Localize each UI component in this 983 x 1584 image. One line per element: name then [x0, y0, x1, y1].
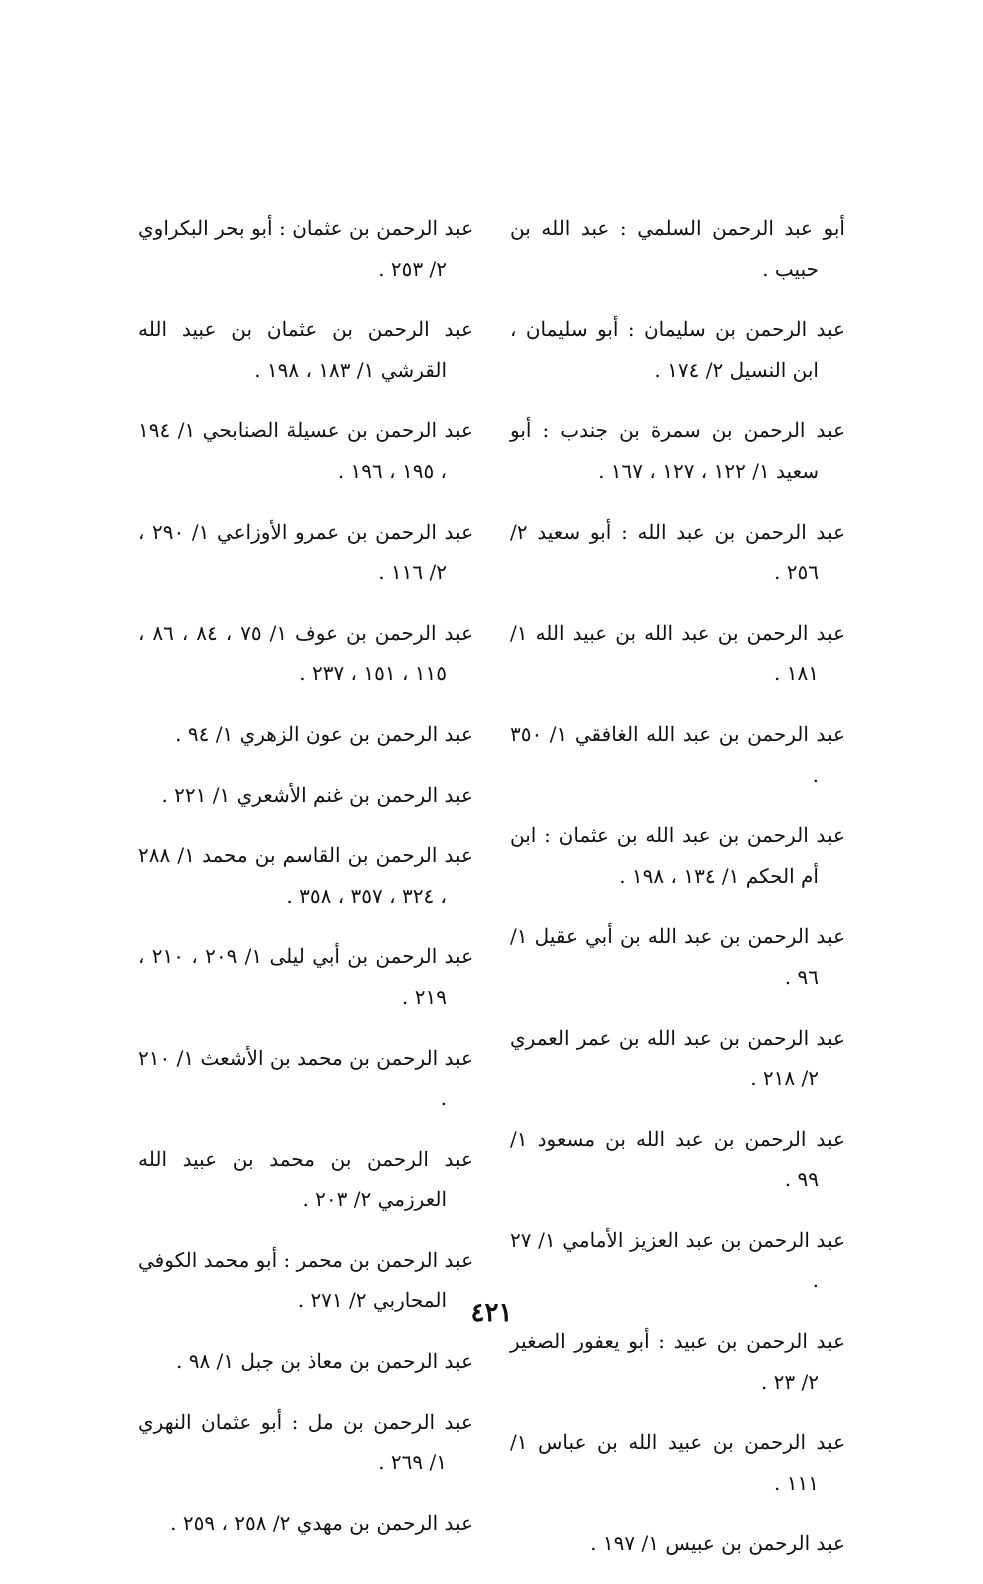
index-entry: عبد الرحمن بن محمر : أبو محمد الكوفي المحاربي ٢/ ٢٧١ . — [138, 1247, 473, 1313]
index-entry: عبد الرحمن بن عون الزهري ١/ ٩٤ . — [175, 721, 473, 746]
index-entry: عبد الرحمن بن عبد الله بن عبيد الله ١/ ١٨١ . — [510, 620, 845, 686]
index-entry: عبد الرحمن بن محمد بن الأشعث ١/ ٢١٠ . — [138, 1045, 473, 1111]
index-entry: عبد الرحمن بن سمرة بن جندب : أبو سعيد ١/ ١٢٢ ، ١٢٧ ، ١٦٧ . — [510, 418, 845, 483]
index-entry: عبد الرحمن بن عبد الله بن مسعود ١/ ٩٩ . — [510, 1126, 845, 1192]
index-entry: عبد الرحمن بن عبيد الله بن عباس ١/ ١١١ . — [510, 1430, 845, 1495]
index-column-left — [138, 188, 473, 1563]
index-entry: عبد الرحمن بن أبي ليلى ١/ ٢٠٩ ، ٢١٠ ، ٢١٩ . — [138, 944, 474, 1009]
index-entry: عبد الرحمن بن معاذ بن جبل ١/ ٩٨ . — [176, 1349, 473, 1374]
index-entry: عبد الرحمن بن محمد بن عبيد الله العرزمي ٢/ ٢٠٣ . — [138, 1146, 473, 1212]
index-entry: عبد الرحمن بن عثمان : أبو بحر البكراوي ٢/ ٢٥٣ . — [138, 216, 473, 281]
index-entry: عبد الرحمن بن عبد الله الغافقي ١/ ٣٥٠ . — [510, 721, 845, 787]
index-entry: عبد الرحمن بن عمرو الأوزاعي ١/ ٢٩٠ ، ٢/ ١١٦ . — [138, 519, 473, 585]
index-entry: عبد الرحمن بن عبد الله : أبو سعيد ٢/ ٢٥٦ . — [510, 519, 845, 585]
index-entry: عبد الرحمن بن سليمان : أبو سليمان ، ابن النسيل ٢/ ١٧٤ . — [510, 317, 845, 382]
index-entry: عبد الرحمن بن عبد الله بن أبي عقيل ١/ ٩٦ . — [510, 924, 845, 989]
index-entry: عبد الرحمن بن عبد العزيز الأمامي ١/ ٢٧ . — [510, 1227, 845, 1293]
index-column-right — [510, 188, 845, 1584]
index-entry: عبد الرحمن بن عوف ١/ ٧٥ ، ٨٤ ، ٨٦ ، ١١٥ ، ١٥١ ، ٢٣٧ . — [138, 620, 473, 686]
index-entry: عبد الرحمن بن مهدي ٢/ ٢٥٨ ، ٢٥٩ . — [170, 1510, 473, 1535]
index-entry: عبد الرحمن بن عبيد : أبو يعفور الصغير ٢/ ٢٣ . — [510, 1329, 845, 1394]
page-number: ٤٢١ — [470, 1298, 513, 1328]
index-entry: عبد الرحمن بن غنم الأشعري ١/ ٢٢١ . — [161, 782, 473, 807]
index-entry: عبد الرحمن بن عبد الله بن عمر العمري ٢/ ٢١٨ . — [510, 1025, 845, 1091]
index-entry: أبو عبد الرحمن السلمي : عبد الله بن حبيب . — [510, 216, 845, 281]
index-entry: عبد الرحمن بن عثمان بن عبيد الله القرشي ١/ ١٨٣ ، ١٩٨ . — [138, 317, 473, 382]
index-entry: عبد الرحمن بن عبيس ١/ ١٩٧ . — [590, 1531, 845, 1556]
index-entry: عبد الرحمن بن القاسم بن محمد ١/ ٢٨٨ ، ٣٢٤ ، ٣٥٧ ، ٣٥٨ . — [138, 843, 473, 908]
index-entry: عبد الرحمن بن مل : أبو عثمان النهري ١/ ٢٦٩ . — [138, 1409, 473, 1475]
index-entry: عبد الرحمن بن عبد الله بن عثمان : ابن أم الحكم ١/ ١٣٤ ، ١٩٨ . — [510, 823, 845, 888]
index-entry: عبد الرحمن بن عسيلة الصنابحي ١/ ١٩٤ ، ١٩٥ ، ١٩٦ . — [138, 418, 473, 483]
